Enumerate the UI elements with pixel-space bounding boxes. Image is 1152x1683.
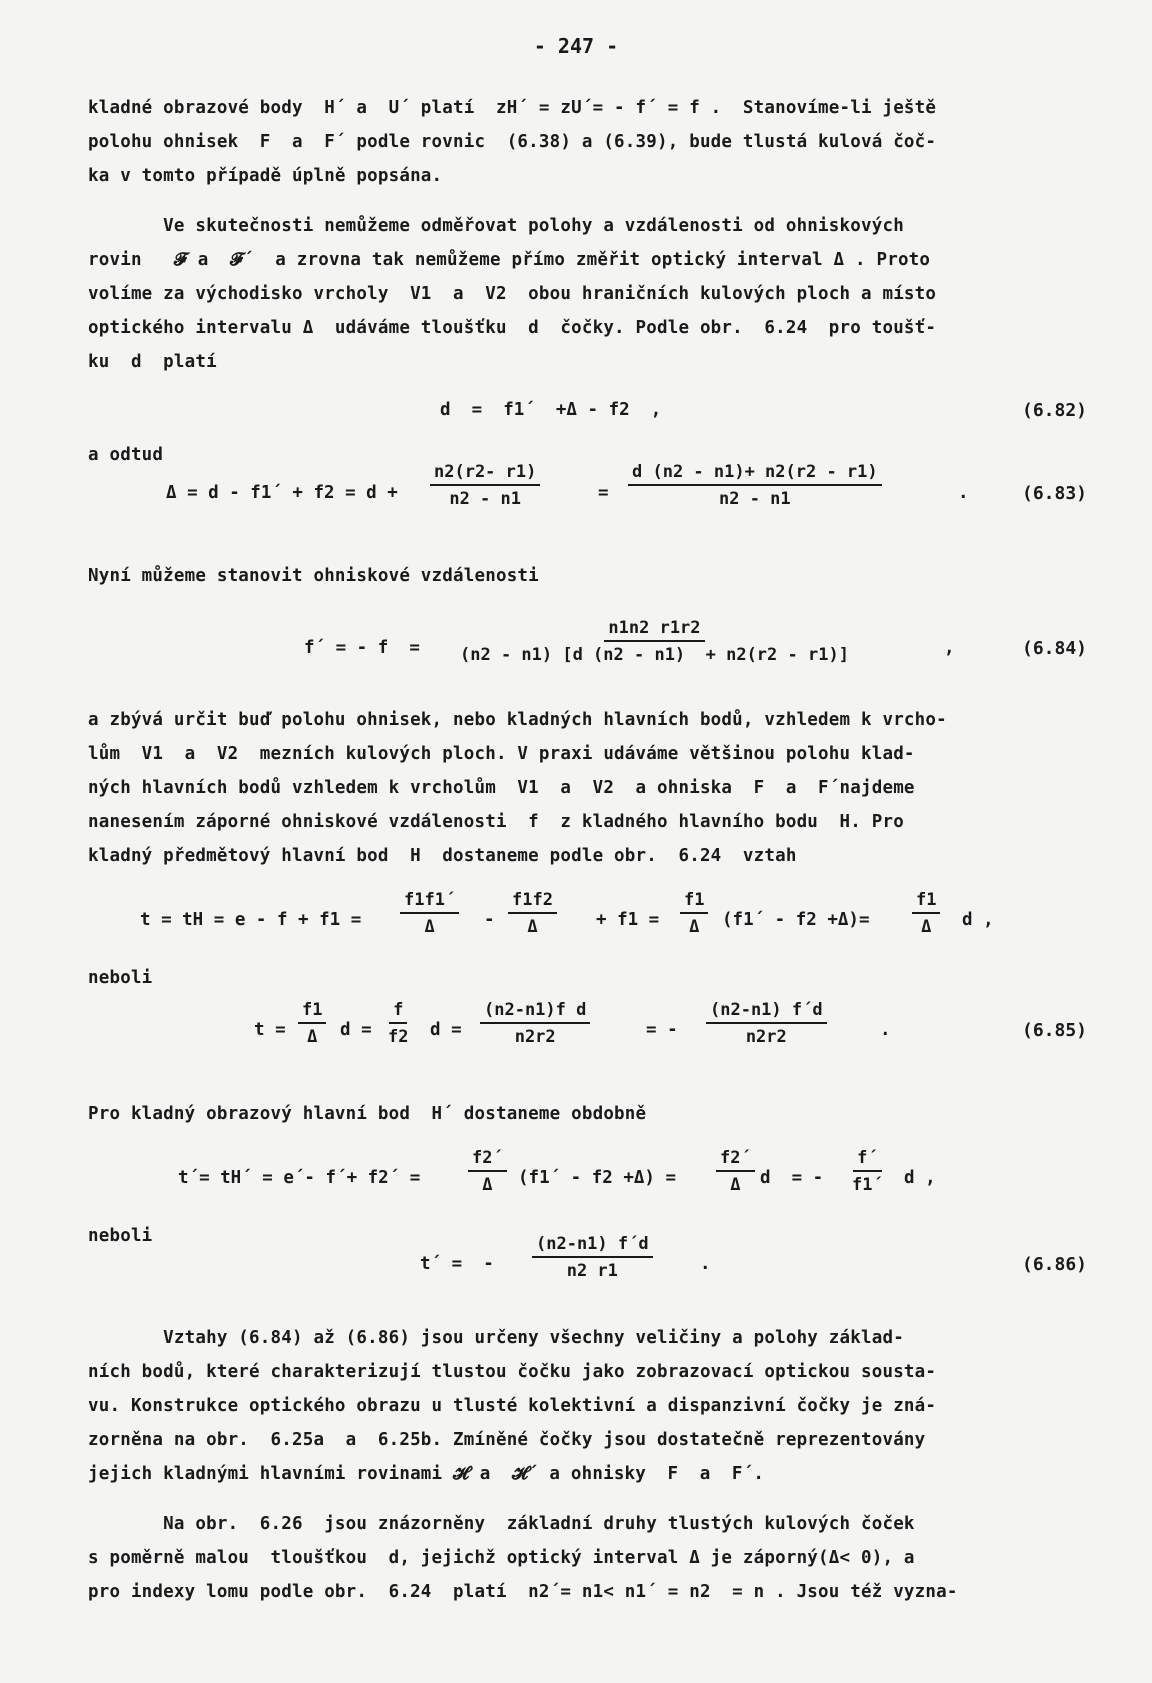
equation-t-left: t = tH = e - f + f1 =: [140, 910, 362, 930]
equation-part: (f1´ - f2 +Δ) =: [518, 1168, 677, 1188]
fraction: $\frac{n2(r2- r1)}{n2 - n1}$: [430, 462, 540, 509]
equation-number: (6.86): [1022, 1254, 1088, 1275]
text-line: rovin 𝓕 a 𝓕´ a zrovna tak nemůžeme přímo změřit optický interval Δ . Proto: [88, 250, 931, 270]
text-line: lům V1 a V2 mezních kulových ploch. V praxi udáváme většinou polohu klad-: [88, 744, 915, 764]
period: .: [880, 1020, 891, 1040]
fraction: $\frac{f1}{\Delta}$: [680, 890, 708, 937]
fraction: $\frac{f2´}{\Delta}$: [468, 1148, 507, 1195]
comma: ,: [944, 638, 955, 658]
equation-number: (6.85): [1022, 1020, 1088, 1041]
fraction: $\frac{n1n2 r1r2}{(n2 - n1) [d (n2 - n1) + n2(r2 - r1)]}$: [460, 618, 849, 665]
equation-part: d = -: [760, 1168, 824, 1188]
fraction: $\frac{f´}{f1´}$: [852, 1148, 883, 1195]
text-line: Ve skutečnosti nemůžeme odměřovat polohy a vzdálenosti od ohniskových: [88, 216, 904, 236]
text-line: Nyní můžeme stanovit ohniskové vzdálenosti: [88, 566, 539, 586]
text-line: ku d platí: [88, 352, 217, 372]
equation-6-82: d = f1´ +Δ - f2 ,: [440, 400, 662, 420]
fraction: $\frac{(n2-n1) f´d}{n2r2}$: [706, 1000, 827, 1047]
equation-part: d =: [430, 1020, 462, 1040]
fraction: $\frac{\text{(n2-n1)f d}}{n2r2}$: [480, 1000, 590, 1047]
text-line: neboli: [88, 1226, 153, 1246]
fraction: $\frac{f}{f2}$: [388, 1000, 409, 1047]
equation-part: + f1 =: [596, 910, 660, 930]
text-line: optického intervalu Δ udáváme tloušťku d čočky. Podle obr. 6.24 pro toušť-: [88, 318, 937, 338]
equation-number: (6.83): [1022, 483, 1088, 504]
text-line: a zbývá určit buď polohu ohnisek, nebo kladných hlavních bodů, vzhledem k vrcho-: [88, 710, 947, 730]
text-line: Vztahy (6.84) až (6.86) jsou určeny všechny veličiny a polohy základ-: [88, 1328, 904, 1348]
minus-sign: -: [484, 910, 495, 930]
fraction: $\frac{d (n2 - n1)+ n2(r2 - r1)}{n2 - n1}$: [628, 462, 882, 509]
fraction: $\frac{f2´}{\Delta}$: [716, 1148, 755, 1195]
equation-part: (f1´ - f2 +Δ)=: [722, 910, 870, 930]
fraction: $\frac{f1}{\Delta}$: [912, 890, 940, 937]
text-line: ních bodů, které charakterizují tlustou čočku jako zobrazovací optickou sousta-: [88, 1362, 937, 1382]
fraction: $\frac{(n2-n1) f´d}{n2 r1}$: [532, 1234, 653, 1281]
text-line: a odtud: [88, 445, 164, 465]
equation-number: (6.82): [1022, 400, 1088, 421]
equation-t-prime-left: t´= tH´ = e´- f´+ f2´ =: [178, 1168, 421, 1188]
page-number: - 247 -: [533, 34, 619, 58]
equation-6-85-left: t =: [254, 1020, 286, 1040]
text-line: pro indexy lomu podle obr. 6.24 platí n2´= n1< n1´ = n2 = n . Jsou též vyzna-: [88, 1582, 958, 1602]
text-line: ka v tomto případě úplně popsána.: [88, 166, 443, 186]
text-line: ných hlavních bodů vzhledem k vrcholům V1 a V2 a ohniska F a F´najdeme: [88, 778, 915, 798]
text-line: vu. Konstrukce optického obrazu u tlusté kolektivní a dispanzivní čočky je zná-: [88, 1396, 937, 1416]
text-line: Pro kladný obrazový hlavní bod H´ dostaneme obdobně: [88, 1104, 647, 1124]
equation-6-86-left: t´ = -: [420, 1254, 494, 1274]
text-line: Na obr. 6.26 jsou znázorněny základní druhy tlustých kulových čoček: [88, 1514, 915, 1534]
period: .: [700, 1254, 711, 1274]
equation-6-84-left: f´ = - f =: [304, 638, 420, 658]
text-line: neboli: [88, 968, 153, 988]
text-line: s poměrně malou tloušťkou d, jejichž optický interval Δ je záporný(Δ< 0), a: [88, 1548, 915, 1568]
text-line: kladný předmětový hlavní bod H dostaneme podle obr. 6.24 vztah: [88, 846, 797, 866]
equation-part: d ,: [962, 910, 994, 930]
equals-sign: =: [598, 483, 609, 503]
equation-part: d ,: [904, 1168, 936, 1188]
fraction: $\frac{f1}{\Delta}$: [298, 1000, 326, 1047]
period: .: [958, 483, 969, 503]
equation-part: = -: [646, 1020, 678, 1040]
text-line: kladné obrazové body H´ a U´ platí zH´ = zU´= - f´ = f . Stanovíme-li ještě: [88, 98, 937, 118]
fraction: $\frac{f1f1´}{\Delta}$: [400, 890, 459, 937]
fraction: $\frac{f1f2}{\Delta}$: [508, 890, 557, 937]
equation-number: (6.84): [1022, 638, 1088, 659]
text-line: zorněna na obr. 6.25a a 6.25b. Zmíněné čočky jsou dostatečně reprezentovány: [88, 1430, 926, 1450]
equation-part: d =: [340, 1020, 372, 1040]
text-line: jejich kladnými hlavními rovinami 𝓗 a 𝓗´ a ohnisky F a F´.: [88, 1464, 765, 1484]
equation-6-83-left: Δ = d - f1´ + f2 = d +: [166, 483, 398, 503]
text-line: nanesením záporné ohniskové vzdálenosti f z kladného hlavního bodu H. Pro: [88, 812, 904, 832]
text-line: volíme za východisko vrcholy V1 a V2 obou hraničních kulových ploch a místo: [88, 284, 937, 304]
text-line: polohu ohnisek F a F´ podle rovnic (6.38) a (6.39), bude tlustá kulová čoč-: [88, 132, 937, 152]
